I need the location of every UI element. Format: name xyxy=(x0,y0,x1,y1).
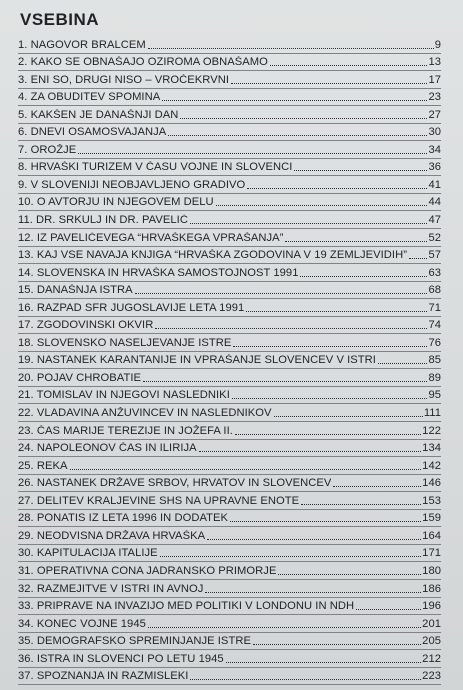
toc-entry-number: 6. xyxy=(18,126,28,139)
dot-leader xyxy=(300,276,427,277)
toc-entry-page-number: 71 xyxy=(428,301,441,314)
toc-entry-page-number: 153 xyxy=(422,494,441,507)
toc-entry-text: V SLOVENIJI NEOBJAVLJENO GRADIVO xyxy=(30,178,246,191)
dot-leader xyxy=(247,188,427,189)
toc-entry-text: OROŽJE xyxy=(30,143,77,156)
toc-entry-page-number: 74 xyxy=(428,319,441,332)
toc-entry xyxy=(18,52,441,70)
toc-entry-page-number: 63 xyxy=(428,266,441,279)
toc-entry-number: 3. xyxy=(18,73,28,86)
dot-leader xyxy=(226,662,422,663)
toc-entry-text: KAJ VSE NAVAJA KNJIGA “HRVAŠKA ZGODOVINA V 19 ZEMLJEVIDIH” xyxy=(36,249,407,262)
toc-entry-text: KAPITULACIJA ITALIJE xyxy=(36,547,158,560)
toc-entry-page-number: 76 xyxy=(428,336,441,349)
dot-leader xyxy=(231,83,427,84)
toc-entry-text: OPERATIVNA CONA JADRANSKO PRIMORJE xyxy=(36,564,277,577)
toc-entry-page-number: 89 xyxy=(428,371,441,384)
toc-entry xyxy=(18,473,441,491)
toc-entry xyxy=(18,367,441,385)
dot-leader xyxy=(233,346,427,347)
toc-entry-number: 8. xyxy=(18,161,28,174)
toc-entry-text: SLOVENSKO NASELJEVANJE ISTRE xyxy=(36,336,232,349)
toc-entry-number: 2. xyxy=(18,56,28,69)
toc-entry-page-number: 196 xyxy=(422,600,441,613)
toc-entry-page-number: 205 xyxy=(422,635,441,648)
toc-entry-page-number: 41 xyxy=(428,178,441,191)
toc-entry-number: 32. xyxy=(18,582,34,595)
toc-entry-text: DANAŠNJA ISTRA xyxy=(36,284,133,297)
toc-entry xyxy=(18,385,441,403)
dot-leader xyxy=(253,644,421,645)
toc-entry-title xyxy=(18,337,231,350)
toc-entry xyxy=(18,525,441,543)
toc-entry xyxy=(18,438,441,456)
toc-entry-page-number: 180 xyxy=(422,564,441,577)
table-of-contents xyxy=(18,34,441,683)
toc-entry-page-number: 30 xyxy=(428,126,441,139)
toc-entry-number: 35. xyxy=(18,635,34,648)
toc-entry-text: PONATIS IZ LETA 1996 IN DODATEK xyxy=(36,512,229,525)
toc-entry-text: RAZPAD SFR JUGOSLAVIJE LETA 1991 xyxy=(36,301,245,314)
toc-entry-title xyxy=(18,249,407,262)
toc-entry-title xyxy=(18,232,283,245)
toc-entry-title xyxy=(18,512,228,525)
toc-entry-text: HRVAŠKI TURIZEM V ČASU VOJNE IN SLOVENCI xyxy=(30,161,293,174)
dot-leader xyxy=(270,65,428,66)
toc-entry xyxy=(18,122,441,140)
toc-entry-text: NASTANEK DRŽAVE SRBOV, HRVATOV IN SLOVENCEV xyxy=(36,477,332,490)
dot-leader xyxy=(246,311,427,312)
toc-entry xyxy=(18,157,441,175)
dot-leader xyxy=(278,574,421,575)
toc-entry-text: RAZMEJITVE V ISTRI IN AVNOJ xyxy=(36,582,204,595)
toc-entry xyxy=(18,34,441,52)
toc-entry-title xyxy=(18,196,214,209)
toc-entry-page-number: 146 xyxy=(422,477,441,490)
toc-entry-page-number: 223 xyxy=(422,670,441,683)
dot-leader xyxy=(294,170,427,171)
toc-entry-page-number: 201 xyxy=(422,617,441,630)
toc-entry xyxy=(18,543,441,561)
toc-entry-page-number: 134 xyxy=(422,442,441,455)
toc-entry-title xyxy=(18,670,188,683)
toc-entry-text: SLOVENSKA IN HRVAŠKA SAMOSTOJNOST 1991 xyxy=(36,266,299,279)
toc-entry-number: 20. xyxy=(18,371,34,384)
toc-entry-number: 9. xyxy=(18,178,28,191)
toc-entry-number: 25. xyxy=(18,459,34,472)
toc-entry-text: KAKO SE OBNAŠAJO OZIROMA OBNAŠAMO xyxy=(30,56,268,69)
toc-entry xyxy=(18,490,441,508)
toc-entry xyxy=(18,332,441,350)
toc-entry-number: 27. xyxy=(18,494,34,507)
toc-entry xyxy=(18,508,441,526)
toc-entry-text: POJAV CHROBATIE xyxy=(36,371,142,384)
dot-leader xyxy=(285,241,427,242)
toc-entry xyxy=(18,139,441,157)
toc-entry-number: 23. xyxy=(18,424,34,437)
toc-entry-text: PRIPRAVE NA INVAZIJO MED POLITIKI V LONDONU IN NDH xyxy=(36,600,355,613)
toc-entry-title xyxy=(18,530,205,543)
toc-entry-page-number: 186 xyxy=(422,582,441,595)
dot-leader xyxy=(160,556,422,557)
dot-leader xyxy=(205,592,421,593)
toc-entry xyxy=(18,578,441,596)
toc-entry-number: 7. xyxy=(18,143,28,156)
dot-leader xyxy=(232,398,428,399)
toc-entry-number: 37. xyxy=(18,670,34,683)
toc-entry-title xyxy=(18,109,178,122)
toc-entry-number: 19. xyxy=(18,354,34,367)
toc-entry-text: NAPOLEONOV ČAS IN ILIRIJA xyxy=(36,442,197,455)
dot-leader xyxy=(162,100,427,101)
toc-entry-title xyxy=(18,144,76,157)
toc-entry-number: 12. xyxy=(18,231,34,244)
toc-entry-page-number: 47 xyxy=(428,214,441,227)
toc-entry-title xyxy=(18,618,146,631)
toc-entry-page-number: 36 xyxy=(428,161,441,174)
toc-entry-text: ISTRA IN SLOVENCI PO LETU 1945 xyxy=(36,652,224,665)
dot-leader xyxy=(180,118,427,119)
toc-entry xyxy=(18,280,441,298)
dot-leader xyxy=(230,521,421,522)
toc-entry-number: 22. xyxy=(18,407,34,420)
toc-entry-page-number: 85 xyxy=(428,354,441,367)
dot-leader xyxy=(216,205,428,206)
toc-entry-title xyxy=(18,214,188,227)
toc-entry-number: 21. xyxy=(18,389,34,402)
dot-leader xyxy=(190,223,428,224)
toc-entry-page-number: 122 xyxy=(422,424,441,437)
toc-entry-title xyxy=(18,284,133,297)
toc-entry-page-number: 17 xyxy=(428,73,441,86)
dot-leader xyxy=(207,539,421,540)
toc-entry xyxy=(18,560,441,578)
toc-entry-text: ČAS MARIJE TEREZIJE IN JOŽEFA II. xyxy=(36,424,233,437)
toc-entry-page-number: 34 xyxy=(428,143,441,156)
dot-leader xyxy=(143,381,427,382)
toc-entry-title xyxy=(18,126,166,139)
toc-entry-number: 18. xyxy=(18,336,34,349)
dot-leader xyxy=(78,153,427,154)
toc-entry-text: KAKŠEN JE DANAŠNJI DAN xyxy=(30,108,179,121)
toc-entry-text: DNEVI OSAMOSVAJANJA xyxy=(30,126,167,139)
toc-entry-page-number: 52 xyxy=(428,231,441,244)
toc-entry-page-number: 44 xyxy=(428,196,441,209)
toc-entry-number: 29. xyxy=(18,529,34,542)
toc-entry xyxy=(18,297,441,315)
toc-entry-title xyxy=(18,495,299,508)
toc-entry-title xyxy=(18,547,158,560)
toc-entry-number: 13. xyxy=(18,249,34,262)
toc-entry-number: 30. xyxy=(18,547,34,560)
dot-leader xyxy=(190,679,421,680)
dot-leader xyxy=(356,609,421,610)
toc-entry-number: 4. xyxy=(18,91,28,104)
toc-entry-page-number: 111 xyxy=(423,407,441,420)
toc-entry xyxy=(18,666,441,684)
dot-leader xyxy=(135,293,428,294)
toc-entry-text: ZGODOVINSKI OKVIR xyxy=(36,319,154,332)
dot-leader xyxy=(168,135,427,136)
toc-entry-title xyxy=(18,74,229,87)
toc-entry-number: 31. xyxy=(18,564,34,577)
toc-entry-number: 10. xyxy=(18,196,34,209)
toc-entry-title xyxy=(18,477,331,490)
toc-entry xyxy=(18,613,441,631)
toc-entry-number: 34. xyxy=(18,617,34,630)
toc-entry xyxy=(18,87,441,105)
dot-leader xyxy=(155,328,427,329)
toc-entry xyxy=(18,69,441,87)
toc-entry-title xyxy=(18,460,68,473)
dot-leader xyxy=(301,504,421,505)
toc-entry-title xyxy=(18,179,245,192)
toc-entry-number: 28. xyxy=(18,512,34,525)
toc-entry-number: 11. xyxy=(18,214,33,227)
toc-entry-page-number: 171 xyxy=(422,547,441,560)
dot-leader xyxy=(70,469,422,470)
toc-entry xyxy=(18,192,441,210)
toc-entry-number: 26. xyxy=(18,477,34,490)
toc-entry-page-number: 164 xyxy=(422,529,441,542)
toc-entry-page-number: 13 xyxy=(428,56,441,69)
toc-entry-page-number: 212 xyxy=(422,652,441,665)
toc-entry-text: O AVTORJU IN NJEGOVEM DELU xyxy=(36,196,214,209)
toc-entry-page-number: 57 xyxy=(428,249,441,262)
toc-entry-text: KONEC VOJNE 1945 xyxy=(36,617,146,630)
toc-entry-title xyxy=(18,583,203,596)
dot-leader xyxy=(199,451,422,452)
dot-leader xyxy=(148,627,421,628)
toc-entry xyxy=(18,631,441,649)
toc-entry-page-number: 23 xyxy=(428,91,441,104)
toc-entry-page-number: 9 xyxy=(434,38,441,51)
toc-entry-number: 16. xyxy=(18,301,34,314)
toc-entry xyxy=(18,315,441,333)
toc-entry-title xyxy=(18,600,354,613)
toc-entry-title xyxy=(18,565,276,578)
toc-entry xyxy=(18,648,441,666)
toc-entry-page-number: 159 xyxy=(422,512,441,525)
toc-entry-title xyxy=(18,425,233,438)
toc-entry-title xyxy=(18,267,298,280)
toc-entry-text: IZ PAVELIĆEVEGA “HRVAŠKEGA VPRAŠANJA” xyxy=(36,231,284,244)
toc-entry xyxy=(18,455,441,473)
toc-entry-title xyxy=(18,372,141,385)
toc-entry-text: VLADAVINA ANŽUVINCEV IN NASLEDNIKOV xyxy=(36,407,272,420)
toc-entry-text: NEODVISNA DRŽAVA HRVAŠKA xyxy=(36,529,206,542)
toc-entry-title xyxy=(18,653,224,666)
dot-leader xyxy=(148,48,434,49)
toc-entry-page-number: 27 xyxy=(428,108,441,121)
toc-entry-title xyxy=(18,91,160,104)
toc-entry-text: NASTANEK KARANTANIJE IN VPRAŠANJE SLOVENCEV V ISTRI xyxy=(36,354,376,367)
toc-entry-title xyxy=(18,56,268,69)
toc-entry-number: 15. xyxy=(18,284,34,297)
toc-entry xyxy=(18,174,441,192)
toc-entry xyxy=(18,262,441,280)
toc-entry-title xyxy=(18,407,272,420)
toc-entry-title xyxy=(18,354,376,367)
toc-entry-text: TOMISLAV IN NJEGOVI NASLEDNIKI xyxy=(36,389,230,402)
dot-leader xyxy=(378,363,427,364)
dot-leader xyxy=(274,416,423,417)
toc-entry xyxy=(18,402,441,420)
toc-entry xyxy=(18,350,441,368)
toc-entry-title xyxy=(18,442,197,455)
dot-leader xyxy=(409,258,427,259)
page-title: VSEBINA xyxy=(20,10,100,29)
toc-entry-page-number: 142 xyxy=(422,459,441,472)
dot-leader xyxy=(333,486,421,487)
toc-entry-title xyxy=(18,389,230,402)
toc-entry xyxy=(18,420,441,438)
toc-entry-text: DELITEV KRALJEVINE SHS NA UPRAVNE ENOTE xyxy=(36,494,300,507)
toc-entry-title xyxy=(18,302,244,315)
toc-entry-title xyxy=(18,161,292,174)
toc-entry xyxy=(18,596,441,614)
dot-leader xyxy=(235,434,421,435)
toc-entry-number: 5. xyxy=(18,108,28,121)
toc-entry-text: SPOZNANJA IN RAZMISLEKI xyxy=(36,670,189,683)
toc-entry-title xyxy=(18,39,146,52)
toc-entry xyxy=(18,209,441,227)
toc-entry xyxy=(18,104,441,122)
toc-entry xyxy=(18,227,441,245)
row-divider xyxy=(18,684,441,685)
toc-entry-number: 36. xyxy=(18,652,34,665)
toc-entry-text: ZA OBUDITEV SPOMINA xyxy=(30,91,161,104)
toc-entry-number: 33. xyxy=(18,600,34,613)
toc-entry-number: 17. xyxy=(18,319,34,332)
toc-entry-title xyxy=(18,635,251,648)
toc-entry-text: REKA xyxy=(36,459,68,472)
toc-entry-text: ENI SO, DRUGI NISO – VROČEKRVNI xyxy=(30,73,230,86)
toc-entry-text: NAGOVOR BRALCEM xyxy=(30,38,146,51)
toc-entry-text: DEMOGRAFSKO SPREMINJANJE ISTRE xyxy=(36,635,251,648)
toc-entry-number: 24. xyxy=(18,442,34,455)
toc-entry-text: DR. SRKULJ IN DR. PAVELIĆ xyxy=(36,214,188,227)
toc-entry-number: 1. xyxy=(18,38,28,51)
toc-entry-number: 14. xyxy=(18,266,34,279)
toc-entry-title xyxy=(18,319,153,332)
toc-entry xyxy=(18,245,441,263)
toc-entry-page-number: 68 xyxy=(428,284,441,297)
toc-entry-page-number: 95 xyxy=(428,389,441,402)
